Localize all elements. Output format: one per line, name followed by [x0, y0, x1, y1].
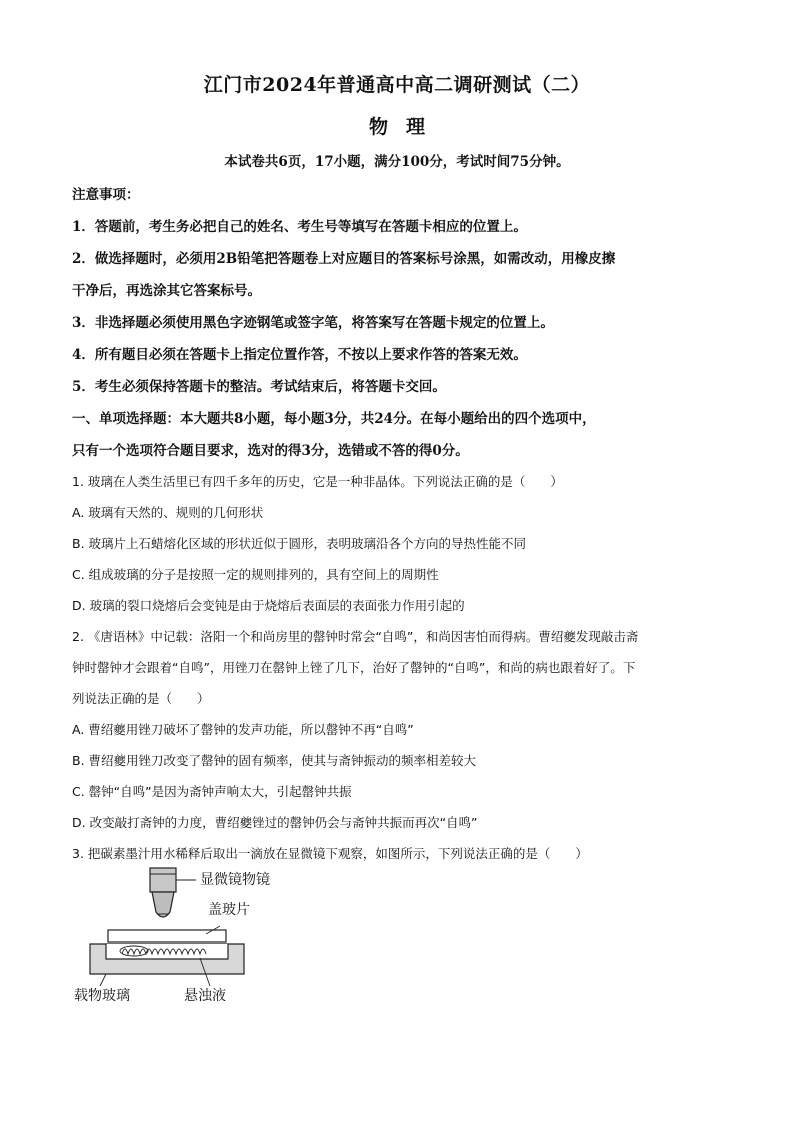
question-stem: 列说法正确的是（ ）	[72, 691, 210, 706]
option-b: B. 曹绍夔用锉刀改变了罄钟的固有频率，使其与斋钟振动的频率相差较大	[72, 753, 477, 768]
option-d: D. 改变敲打斋钟的力度，曹绍夔锉过的罄钟仍会与斋钟共振而再次“自鸣”	[72, 815, 478, 830]
option-d: D. 玻璃的裂口烧熔后会变钝是由于烧熔后表面层的表面张力作用引起的	[72, 598, 465, 613]
question-stem: 3. 把碳素墨汁用水稀释后取出一滴放在显微镜下观察，如图所示，下列说法正确的是（ ）	[72, 846, 588, 861]
exam-title: 江门市2024年普通高中高二调研测试（二）	[203, 74, 591, 96]
notes-item: 4．所有题目必须在答题卡上指定位置作答，不按以上要求作答的答案无效。	[72, 347, 527, 363]
slide-shape	[90, 944, 244, 974]
option-b: B. 玻璃片上石蜡熔化区域的形状近似于圆形，表明玻璃沿各个方向的导热性能不同	[72, 536, 527, 551]
notes-item: 2．做选择题时，必须用2B铅笔把答题卷上对应题目的答案标号涂黑，如需改动，用橡皮擦	[72, 251, 616, 267]
option-c: C. 罄钟“自鸣”是因为斋钟声响太大，引起罄钟共振	[72, 784, 352, 799]
exam-intro: 本试卷共6页，17小题，满分100分，考试时间75分钟。	[224, 154, 570, 170]
question-stem: 2. 《唐语林》中记载：洛阳一个和尚房里的罄钟时常会“自鸣”，和尚因害怕而得病。曹绍夔发现敲击斋	[72, 629, 639, 644]
notes-item: 干净后，再选涂其它答案标号。	[72, 283, 261, 299]
coverslip-label: 盖玻片	[208, 902, 250, 918]
objective-label: 显微镜物镜	[200, 872, 270, 888]
option-a: A. 玻璃有天然的、规则的几何形状	[72, 505, 264, 520]
option-c: C. 组成玻璃的分子是按照一定的规则排列的，具有空间上的周期性	[72, 567, 439, 582]
question-stem: 1. 玻璃在人类生活里已有四千多年的历史，它是一种非晶体。下列说法正确的是（ ）	[72, 474, 563, 489]
exam-subject: 物理	[368, 116, 443, 138]
notes-item: 1．答题前，考生务必把自己的姓名、考生号等填写在答题卡相应的位置上。	[72, 219, 527, 235]
suspension-label: 悬浊液	[184, 988, 226, 1004]
option-a: A. 曹绍夔用锉刀破坏了罄钟的发声功能，所以罄钟不再“自鸣”	[72, 722, 414, 737]
slide-label: 载物玻璃	[74, 988, 130, 1004]
notes-item: 5．考生必须保持答题卡的整洁。考试结束后，将答题卡交回。	[72, 379, 446, 395]
notes-item: 3．非选择题必须使用黑色字迹钢笔或签字笔，将答案写在答题卡规定的位置上。	[72, 315, 554, 331]
coverslip-shape	[108, 930, 226, 942]
question-stem: 钟时罄钟才会跟着“自鸣”，用锉刀在罄钟上锉了几下，治好了罄钟的“自鸣”，和尚的病也跟着好了。下	[72, 660, 636, 675]
section-heading: 一、单项选择题：本大题共8小题，每小题3分，共24分。在每小题给出的四个选项中，	[72, 411, 596, 427]
section-heading: 只有一个选项符合题目要求，选对的得3分，选错或不答的得0分。	[72, 443, 469, 459]
notes-heading: 注意事项：	[72, 187, 140, 203]
microscope-figure	[70, 862, 310, 1007]
objective-lens-icon	[150, 868, 176, 917]
